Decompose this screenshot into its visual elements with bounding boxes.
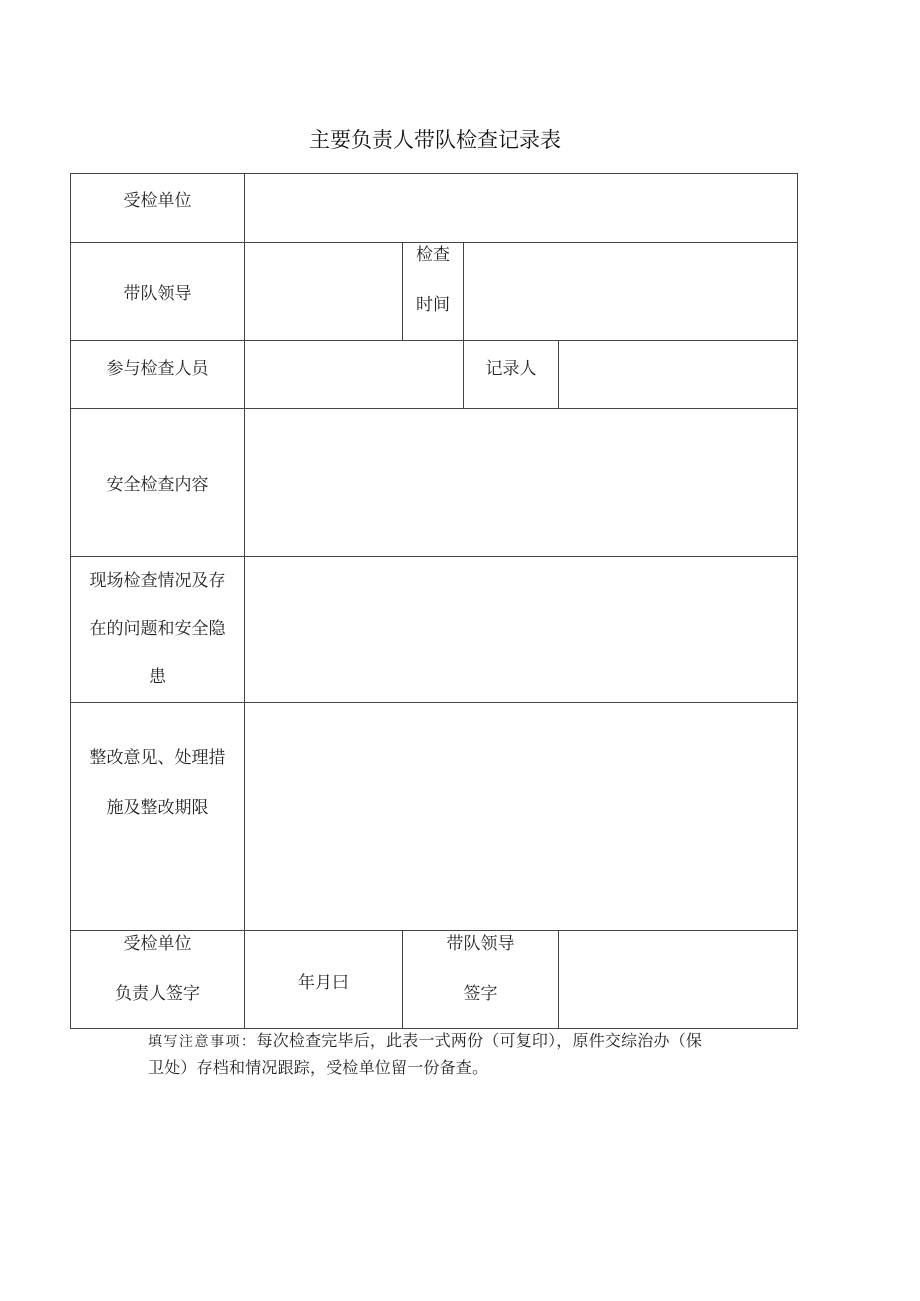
recorder-label-text: 记录人 (485, 358, 537, 379)
unit-head-signature-label-line1: 受检单位 (123, 934, 192, 954)
inspection-time-label-line1: 检查 (416, 245, 450, 265)
leader-signature-label-line1: 带队领导 (446, 934, 515, 954)
leader-signature-label-line2: 签字 (463, 984, 498, 1004)
onsite-findings-label (70, 557, 245, 702)
onsite-findings-field[interactable] (245, 557, 797, 702)
inspection-time-field[interactable] (464, 243, 797, 340)
recorder-label (464, 341, 558, 391)
inspected-unit-label-text: 受检单位 (123, 190, 192, 211)
inspected-unit-label (70, 173, 245, 223)
participants-label (70, 341, 245, 391)
safety-content-label (70, 409, 245, 556)
leader-field[interactable] (245, 243, 402, 340)
page-title: 主要负责人带队检查记录表 (309, 128, 561, 152)
date-label-text: 年月曰 (298, 972, 349, 993)
rectification-label-line2: 施及整改期限 (106, 798, 209, 818)
leader-label (70, 243, 245, 340)
onsite-findings-label-line1: 现场检查情况及存 (89, 571, 226, 591)
leader-signature-field[interactable] (559, 931, 797, 1028)
onsite-findings-label-line3: 患 (149, 667, 166, 687)
recorder-field[interactable] (559, 341, 797, 408)
safety-content-field[interactable] (245, 409, 797, 556)
unit-head-signature-label (70, 919, 245, 1019)
leader-signature-label (403, 919, 558, 1019)
participants-label-text: 参与检查人员 (106, 358, 209, 379)
notes-line-1 (148, 1028, 798, 1055)
leader-label-text: 带队领导 (123, 284, 192, 304)
notes-prefix: 填写注意事项： (148, 1034, 257, 1050)
inspected-unit-field[interactable] (245, 174, 797, 242)
notes-line-1-text: 每次检查完毕后，此表一式两份（可复印），原件交综治办（保 (256, 1031, 703, 1050)
safety-content-label-text: 安全检查内容 (106, 475, 209, 495)
inspection-time-label-line2: 时间 (416, 295, 450, 315)
participants-field[interactable] (245, 341, 463, 408)
date-label[interactable] (245, 963, 402, 997)
filling-notes (148, 1028, 798, 1081)
notes-line-2: 卫处）存档和情况跟踪，受检单位留一份备查。 (148, 1058, 489, 1077)
rectification-field[interactable] (245, 703, 797, 930)
onsite-findings-label-line2: 在的问题和安全隐 (89, 619, 226, 639)
inspection-time-label (403, 230, 463, 327)
unit-head-signature-label-line2: 负责人签字 (115, 984, 200, 1004)
inspection-record-form (70, 173, 798, 1029)
form-border-right (797, 173, 798, 1029)
rectification-label-line1: 整改意见、处理措 (89, 748, 226, 768)
rectification-label (70, 733, 245, 833)
